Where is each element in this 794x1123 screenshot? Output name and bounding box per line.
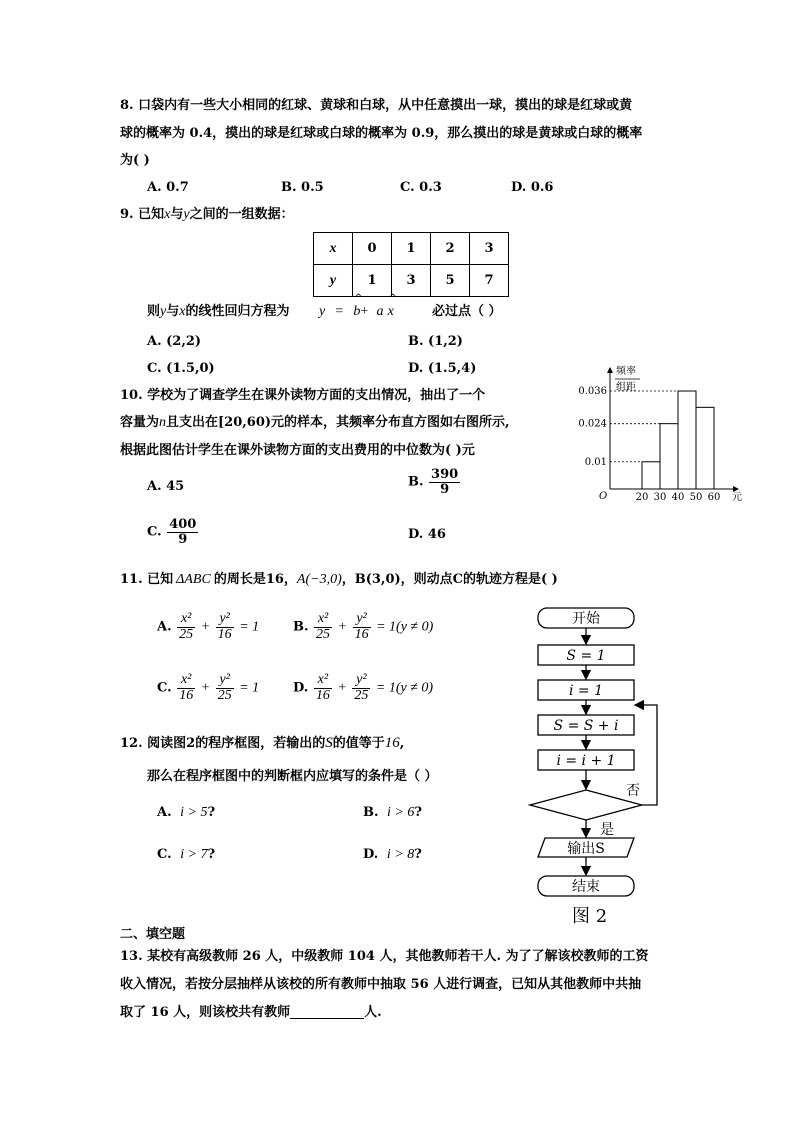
q9-option-c: C. (1.5,0) [147, 361, 215, 376]
q12-line2: 那么在程序框图中的判断框内应填写的条件是（ ） [147, 769, 438, 784]
q8-option-b: B. 0.5 [281, 180, 324, 195]
x-unit-label: 元 [732, 492, 742, 503]
q9-option-d: D. (1.5,4) [408, 361, 477, 376]
q11-option-c: C. $\frac{\text{x²}}{16}$ + $\frac{\text{y²}}{25}$ = 1 [157, 672, 260, 703]
y-tick-label: 0.024 [578, 418, 607, 430]
flow-no-label: 否 [626, 783, 640, 799]
q10-line2: 容量为n且支出在[20,60)元的样本，其频率分布直方图如右图所示, [120, 415, 510, 430]
q9-stem: 9. 已知x与y之间的一组数据： [120, 207, 294, 222]
table-row-y [314, 265, 509, 297]
q9-question-end: 必过点（ ） [432, 304, 502, 319]
q8-line1: 8. 口袋内有一些大小相同的红球、黄球和白球，从中任意摸出一球，摸出的球是红球或黄 [120, 98, 633, 113]
table-cell: 2 [431, 233, 470, 265]
histogram-bar [678, 391, 696, 489]
table-header-y: y [314, 265, 353, 297]
q10-option-b: B. $\frac{390}{9}$ [408, 467, 459, 497]
hat-mark: ^ [388, 293, 397, 304]
flow-init-s-label: S = 1 [566, 648, 606, 664]
q12-option-d: D. i > 8? [363, 847, 422, 862]
histogram-bar [642, 462, 660, 489]
q11-option-a: A. $\frac{\text{x²}}{25}$ + $\frac{\text{y²}}{16}$ = 1 [157, 611, 260, 642]
x-tick-label: 20 [635, 492, 649, 503]
q12-line1: 12. 阅读图2的程序框图，若输出的S的值等于16, [120, 735, 405, 751]
y-axis-title-bottom: 组距 [616, 382, 636, 393]
x-tick-label: 40 [671, 492, 685, 503]
q12-option-b: B. i > 6? [363, 805, 423, 820]
table-cell: 5 [431, 265, 470, 297]
q10-option-d: D. 46 [408, 527, 446, 542]
q8-line3: 为( ) [120, 153, 150, 168]
q8-option-c: C. 0.3 [400, 180, 442, 195]
x-tick-label: 60 [707, 492, 721, 503]
y-axis-title-top: 频率 [616, 366, 636, 377]
q13-line1: 13. 某校有高级教师 26 人，中级教师 104 人，其他教师若干人. 为了了解该校教师的工资 [120, 949, 649, 964]
program-flowchart [520, 600, 690, 930]
q12-option-c: C. i > 7? [157, 847, 216, 862]
histogram-bar [660, 424, 678, 489]
table-row-x [314, 233, 509, 265]
x-tick-label: 50 [689, 492, 703, 503]
table-cell: 3 [392, 265, 431, 297]
flow-output-label: 输出S [567, 841, 605, 857]
y-tick-label: 0.036 [578, 386, 607, 397]
q8-option-d: D. 0.6 [511, 180, 554, 195]
section-title: 二、填空题 [120, 927, 186, 942]
q9-data-table [313, 232, 509, 297]
q11-stem: 11. 已知 ΔABC 的周长是16，A(−3,0)，B(3,0)，则动点C的轨迹方程是( ) [120, 572, 558, 587]
table-cell: 7 [470, 265, 509, 297]
q12-option-a: A. i > 5? [157, 805, 216, 820]
q9-option-b: B. (1,2) [408, 334, 463, 349]
q9-question: 则y与x的线性回归方程为 [147, 304, 290, 319]
histogram-bar [696, 407, 714, 489]
q11-option-d: D. $\frac{\text{x²}}{16}$ + $\frac{\text{y²}}{25}$ = 1(y ≠ 0) [293, 672, 434, 703]
table-cell: 1 [353, 265, 392, 297]
flow-caption: 图 2 [572, 906, 608, 927]
q8-line2: 球的概率为 0.4，摸出的球是红球或白球的概率为 0.9，那么摸出的球是黄球或白球的概率 [120, 126, 643, 141]
hat-mark: ^ [354, 293, 363, 304]
q8-option-a: A. 0.7 [147, 180, 189, 195]
x-tick-label: 30 [653, 492, 667, 503]
flow-increment-label: i = i + 1 [556, 753, 616, 769]
q11-option-b: B. $\frac{\text{x²}}{25}$ + $\frac{\text{y²}}{16}$ = 1(y ≠ 0) [293, 611, 434, 642]
flow-start-label: 开始 [572, 611, 600, 627]
regression-equation: y = ^ b+ a ^ x [319, 293, 397, 319]
q13-line3: 取了 16 人，则该校共有教师 人. [120, 1005, 382, 1020]
flow-yes-label: 是 [600, 822, 614, 838]
flow-init-i-label: i = 1 [568, 683, 604, 699]
origin-label: O [599, 491, 608, 502]
q9-option-a: A. (2,2) [147, 334, 202, 349]
q10-line3: 根据此图估计学生在课外读物方面的支出费用的中位数为( )元 [120, 443, 475, 458]
table-cell: 3 [470, 233, 509, 265]
frequency-histogram [570, 362, 760, 504]
q10-option-a: A. 45 [147, 479, 185, 494]
y-tick-label: 0.01 [584, 456, 607, 468]
flow-end-label: 结束 [572, 879, 600, 895]
table-cell: 1 [392, 233, 431, 265]
q10-line1: 10. 学校为了调查学生在课外读物方面的支出情况，抽出了一个 [120, 388, 486, 403]
table-header-x: x [314, 233, 353, 265]
q13-line2: 收入情况，若按分层抽样从该校的所有教师中抽取 56 人进行调查，已知从其他教师中共抽 [120, 977, 642, 992]
flow-sum-label: S = S + i [553, 718, 619, 734]
answer-blank[interactable] [290, 1006, 364, 1019]
table-cell: 0 [353, 233, 392, 265]
q10-option-c: C. $\frac{400}{9}$ [147, 517, 197, 547]
